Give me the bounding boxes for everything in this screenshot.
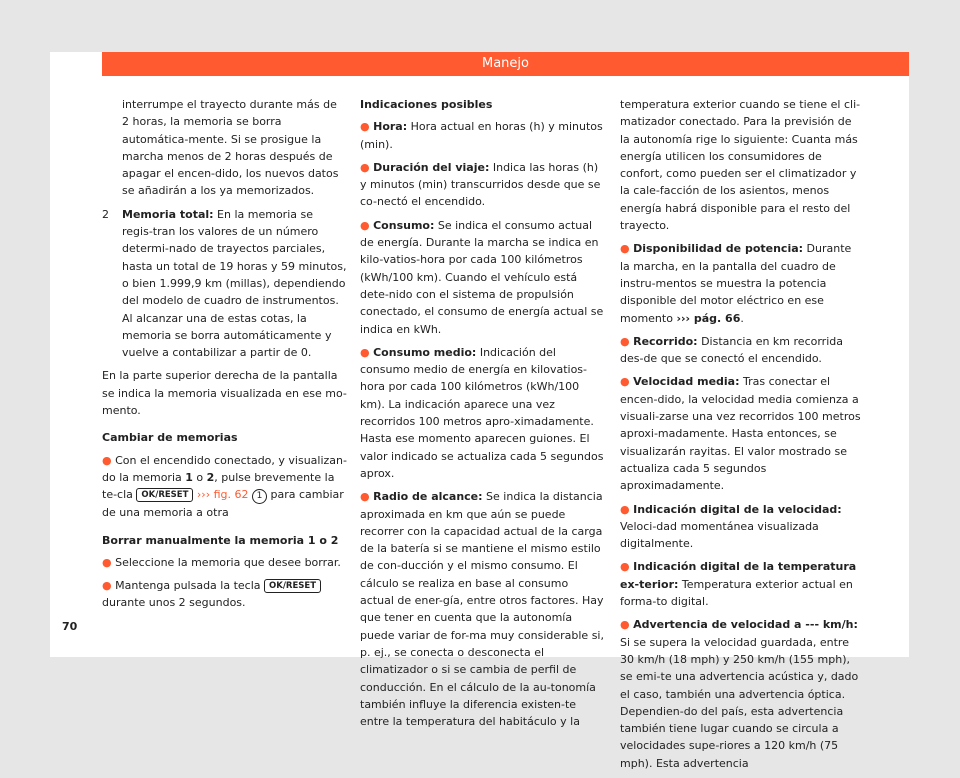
item-label: Recorrido: xyxy=(633,334,698,348)
item-text: Si se supera la velocidad guardada, entre 30 km/h (18 mph) y 250 km/h (155 mph), se emi-te una advertencia acústica y, dado el caso, también una advertencia óptica. Dependien-do del país, esta advertencia también tiene lugar cuando se circula a velocidades supe-riores a 120 km/h (75 mph). Esta advertencia xyxy=(620,635,859,770)
manual-page xyxy=(50,52,909,770)
item-text: En la memoria se regis-tran los valores de un número determi-nado de trayectos parciales, hasta un total de 19 horas y 59 minutos, o bien 1.999,9 km (millas), dependiendo del modelo de cuadro de instrumentos. Al alcanzar una de estas cotas, la memoria se borra automáticamente y vuelve a contabilizar a partir de 0. xyxy=(122,207,347,360)
item-text: Veloci-dad momentánea visualizada digitalmente. xyxy=(620,519,819,551)
item-text: Temperatura exterior actual en forma-to digital. xyxy=(620,577,853,609)
continued-text: interrumpe el trayecto durante más de 2 horas, la memoria se borra automática-mente. Si se prosigue la marcha menos de 2 horas después de apagar el encen-dido, los nuevos datos se añadirán a los ya memorizados. xyxy=(122,98,339,198)
continued-text: temperatura exterior cuando se tiene el cli-matizador conectado. Para la previsión de la autonomía rige lo siguiente: Cuanta más energía utilicen los consumidores de confort, como pueden ser el climatizador y la cale-facción de los asientos, menos energía habrá disponible para el resto del trayecto. xyxy=(620,98,861,233)
paragraph: En la parte superior derecha de la pantalla se indica la memoria visualizada en ese mo-mento. xyxy=(102,369,347,418)
item-text: Tras conectar el encen-dido, la velocidad media comienza a visuali-zarse una vez recorridos 100 metros aproxi-madamente. Hasta entonces, se visualizarán rayitas. El valor mostrado se actualiza cada 5 segundos aproximadamente. xyxy=(620,375,861,493)
figure-link[interactable]: fig. 62 xyxy=(213,488,249,502)
bullet-icon: ● xyxy=(620,334,634,348)
item-number: 2 xyxy=(102,207,109,221)
bullet-item xyxy=(620,333,864,368)
column-1 xyxy=(102,96,347,618)
item-label: Velocidad media: xyxy=(633,375,740,389)
item-label: Duración del viaje: xyxy=(373,160,490,174)
bullet-item xyxy=(620,558,864,610)
item-text: Se indica la distancia aproximada en km que aún se puede recorrer con la capacidad actual de la carga de la batería si se mantiene el mismo estilo de con-ducción y el mismo consumo. El cálculo se realiza en base al consumo actual de ener-gía, entre otros factores. Hay que tener en cuenta que la autonomía puede variar de for-ma muy considerable si, p. ej., se conecta o desconecta el climatizador o si se cambia de perfil de conducción. En el cálculo de la au-tonomía también influye la diferencia existen-te entre la temperatura del habitáculo y la xyxy=(360,490,604,729)
indicaciones-list-cont xyxy=(620,333,864,772)
item-label: Indicación digital de la temperatura ex-terior: xyxy=(620,560,857,591)
item-label: Memoria total: xyxy=(122,207,214,221)
callout-number-icon: 1 xyxy=(252,489,267,504)
ref-arrows: ››› xyxy=(196,488,211,502)
column-2 xyxy=(360,96,605,736)
bullet-item: ● Con el encendido conectado, y visualizan-do la memoria 1 o 2, pulse brevemente la te-cla OK/RESET ››› fig. 62 1 para cambiar de una memoria a otra xyxy=(102,453,347,520)
bullet-icon: ● xyxy=(360,160,374,174)
bullet-item xyxy=(360,217,605,338)
heading-indicaciones: Indicaciones posibles xyxy=(360,98,493,111)
bullet-item xyxy=(360,159,605,211)
item-label: Hora: xyxy=(373,120,408,134)
bullet-item xyxy=(620,616,864,772)
bullet-icon: ● xyxy=(102,453,112,467)
bullet-icon: ● xyxy=(360,218,374,232)
section-header: Manejo xyxy=(102,52,909,76)
page-link[interactable]: ››› pág. 66 xyxy=(676,311,741,325)
item-label: Consumo medio: xyxy=(373,345,477,359)
item-label: Radio de alcance: xyxy=(373,490,483,504)
column-3 xyxy=(620,96,864,778)
bullet-item xyxy=(360,488,605,730)
bullet-icon: ● xyxy=(102,555,112,569)
heading-cambiar: Cambiar de memorias xyxy=(102,431,238,445)
indicaciones-list xyxy=(360,118,605,730)
bullet-icon: ● xyxy=(620,560,634,574)
ok-reset-key-icon: OK/RESET xyxy=(264,579,321,593)
bullet-item: ● Mantenga pulsada la tecla OK/RESET durante unos 2 segundos. xyxy=(102,577,347,612)
bullet-icon: ● xyxy=(620,502,634,516)
bullet-icon: ● xyxy=(360,120,374,134)
item-text: Indica las horas (h) y minutos (min) transcurridos desde que se co-nectó el encendido. xyxy=(360,160,601,209)
ok-reset-key-icon: OK/RESET xyxy=(136,488,193,502)
item-label: Advertencia de velocidad a --- km/h: xyxy=(633,618,858,632)
bullet-item: ● Seleccione la memoria que desee borrar. xyxy=(102,555,341,569)
bullet-icon: ● xyxy=(360,490,374,504)
page-number: 70 xyxy=(62,620,78,633)
bullet-item xyxy=(360,118,605,153)
item-label: Indicación digital de la velocidad: xyxy=(633,502,842,516)
item-text: Distancia en km recorrida des-de que se conectó el encendido. xyxy=(620,334,843,366)
numbered-item-2 xyxy=(102,206,347,362)
bullet-icon: ● xyxy=(620,618,634,632)
bullet-icon: ● xyxy=(620,375,634,389)
bullet-icon: ● xyxy=(102,579,112,593)
bullet-item xyxy=(620,501,864,553)
item-text: Hora actual en horas (h) y minutos (min). xyxy=(360,120,603,151)
heading-borrar: Borrar manualmente la memoria 1 o 2 xyxy=(102,533,339,547)
item-label: Consumo: xyxy=(373,218,435,232)
item-text: Se indica el consumo actual de energía. Durante la marcha se indica en kilo-vatios-hora por cada 100 kilómetros (kWh/100 km). Cuando el vehículo está dete-nido con el sistema de propulsión conectado, el consumo de energía actual se indica en kWh. xyxy=(360,218,604,336)
bullet-icon: ● xyxy=(360,345,374,359)
bullet-icon: ● xyxy=(620,242,630,256)
bullet-item xyxy=(360,344,605,482)
bullet-item: ● Disponibilidad de potencia: Durante la marcha, en la pantalla del cuadro de instru-mentos se muestra la potencia disponible del motor eléctrico en ese momento ››› pág. 66. xyxy=(620,242,852,325)
bullet-item xyxy=(620,373,864,494)
item-text: Indicación del consumo medio de energía en kilovatios-hora por cada 100 kilómetros (kWh/100 km). La indicación aparece una vez recorridos 100 metros apro-ximadamente. Hasta ese momento aparecen guiones. El valor indicado se actualiza cada 5 segundos aprox. xyxy=(360,345,604,480)
